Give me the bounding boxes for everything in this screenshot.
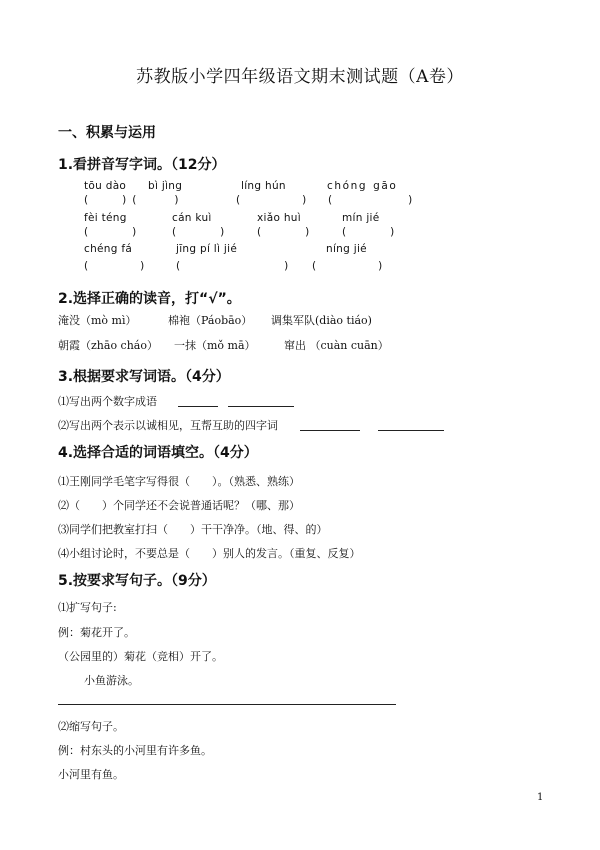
question-1-heading: 1.看拼音写字词。（12分）: [58, 157, 226, 173]
fill-blank-item[interactable]: ⑶同学们把教室打扫（ ）干干净净。（地、得、的）: [58, 523, 328, 536]
expand-sentence-label: ⑴扩写句子:: [58, 601, 117, 614]
example-answer: （公园里的）菊花（竞相）开了。: [58, 650, 223, 663]
fill-blank-item[interactable]: ⑴王刚同学毛笔字写得很（ ）。（熟悉、熟练）: [58, 475, 300, 488]
fill-blank-item[interactable]: ⑵（ ）个同学还不会说普通话呢？（哪、那）: [58, 499, 300, 512]
pinyin-ling-hun: líng hún: [241, 180, 286, 192]
answer-blank[interactable]: ( ): [84, 260, 145, 272]
section-heading: 一、积累与运用: [58, 125, 156, 141]
example-sentence: 例：村东头的小河里有许多鱼。: [58, 744, 212, 757]
reading-choice[interactable]: 棉袍（Páobāo）: [168, 314, 253, 327]
pinyin-fei-teng: fèi téng: [84, 212, 127, 224]
example-answer: 小河里有鱼。: [58, 768, 124, 781]
pinyin-tou-dao: tōu dào: [84, 180, 127, 192]
answer-blank[interactable]: ( ): [342, 226, 395, 238]
answer-line[interactable]: [300, 430, 360, 431]
reading-choice[interactable]: 淹没（mò mì）: [58, 314, 137, 327]
pinyin-chong-gao: chóng gāo: [327, 180, 398, 192]
answer-blank[interactable]: ( ): [312, 260, 383, 272]
pinyin-min-jie: mín jié: [342, 212, 380, 224]
question-5-heading: 5.按要求写句子。（9分）: [58, 573, 216, 589]
answer-blank[interactable]: ( ): [84, 226, 137, 238]
answer-blank[interactable]: ( ): [257, 226, 310, 238]
answer-blank[interactable]: ( ): [172, 226, 225, 238]
pinyin-can-kui: cán kuì: [172, 212, 212, 224]
question-2-heading: 2.选择正确的读音，打“√”。: [58, 291, 241, 307]
answer-line[interactable]: [378, 430, 444, 431]
answer-blank[interactable]: ( ) ( ): [84, 194, 179, 206]
pinyin-bi-jing: bì jìng: [148, 180, 183, 192]
answer-line[interactable]: [178, 406, 218, 407]
example-sentence: 例：菊花开了。: [58, 626, 135, 639]
fill-blank-item[interactable]: ⑷小组讨论时，不要总是（ ）别人的发言。（重复、反复）: [58, 547, 361, 560]
pinyin-jing-pi-li-jie: jīng pí lì jié: [176, 243, 238, 255]
shrink-sentence-label: ⑵缩写句子。: [58, 720, 124, 733]
reading-choice[interactable]: 朝霞（zhāo cháo）: [58, 339, 158, 352]
reading-choice[interactable]: 一抹（mǒ mā）: [174, 339, 256, 352]
question-4-heading: 4.选择合适的词语填空。（4分）: [58, 445, 258, 461]
answer-blank[interactable]: ( ): [236, 194, 307, 206]
pinyin-xiao-hui: xiǎo huì: [257, 212, 301, 224]
question-3-item-1: ⑴写出两个数字成语: [58, 395, 157, 408]
reading-choice[interactable]: 调集军队(diào tiáo): [271, 314, 372, 327]
document-title: 苏教版小学四年级语文期末测试题（A卷）: [136, 67, 464, 87]
answer-line[interactable]: [228, 406, 294, 407]
question-3-item-2: ⑵写出两个表示以诚相见，互帮互助的四字词: [58, 419, 278, 432]
answer-blank[interactable]: ( ): [328, 194, 413, 206]
answer-line[interactable]: [58, 704, 396, 705]
answer-blank[interactable]: ( ): [176, 260, 289, 272]
reading-choice[interactable]: 窜出 （cuàn cuān）: [284, 339, 389, 352]
question-3-heading: 3.根据要求写词语。（4分）: [58, 369, 230, 385]
pinyin-cheng-fa: chéng fá: [84, 243, 133, 255]
task-sentence: 小鱼游泳。: [84, 674, 139, 687]
page-number: 1: [537, 792, 544, 803]
pinyin-ning-jie: níng jié: [326, 243, 367, 255]
